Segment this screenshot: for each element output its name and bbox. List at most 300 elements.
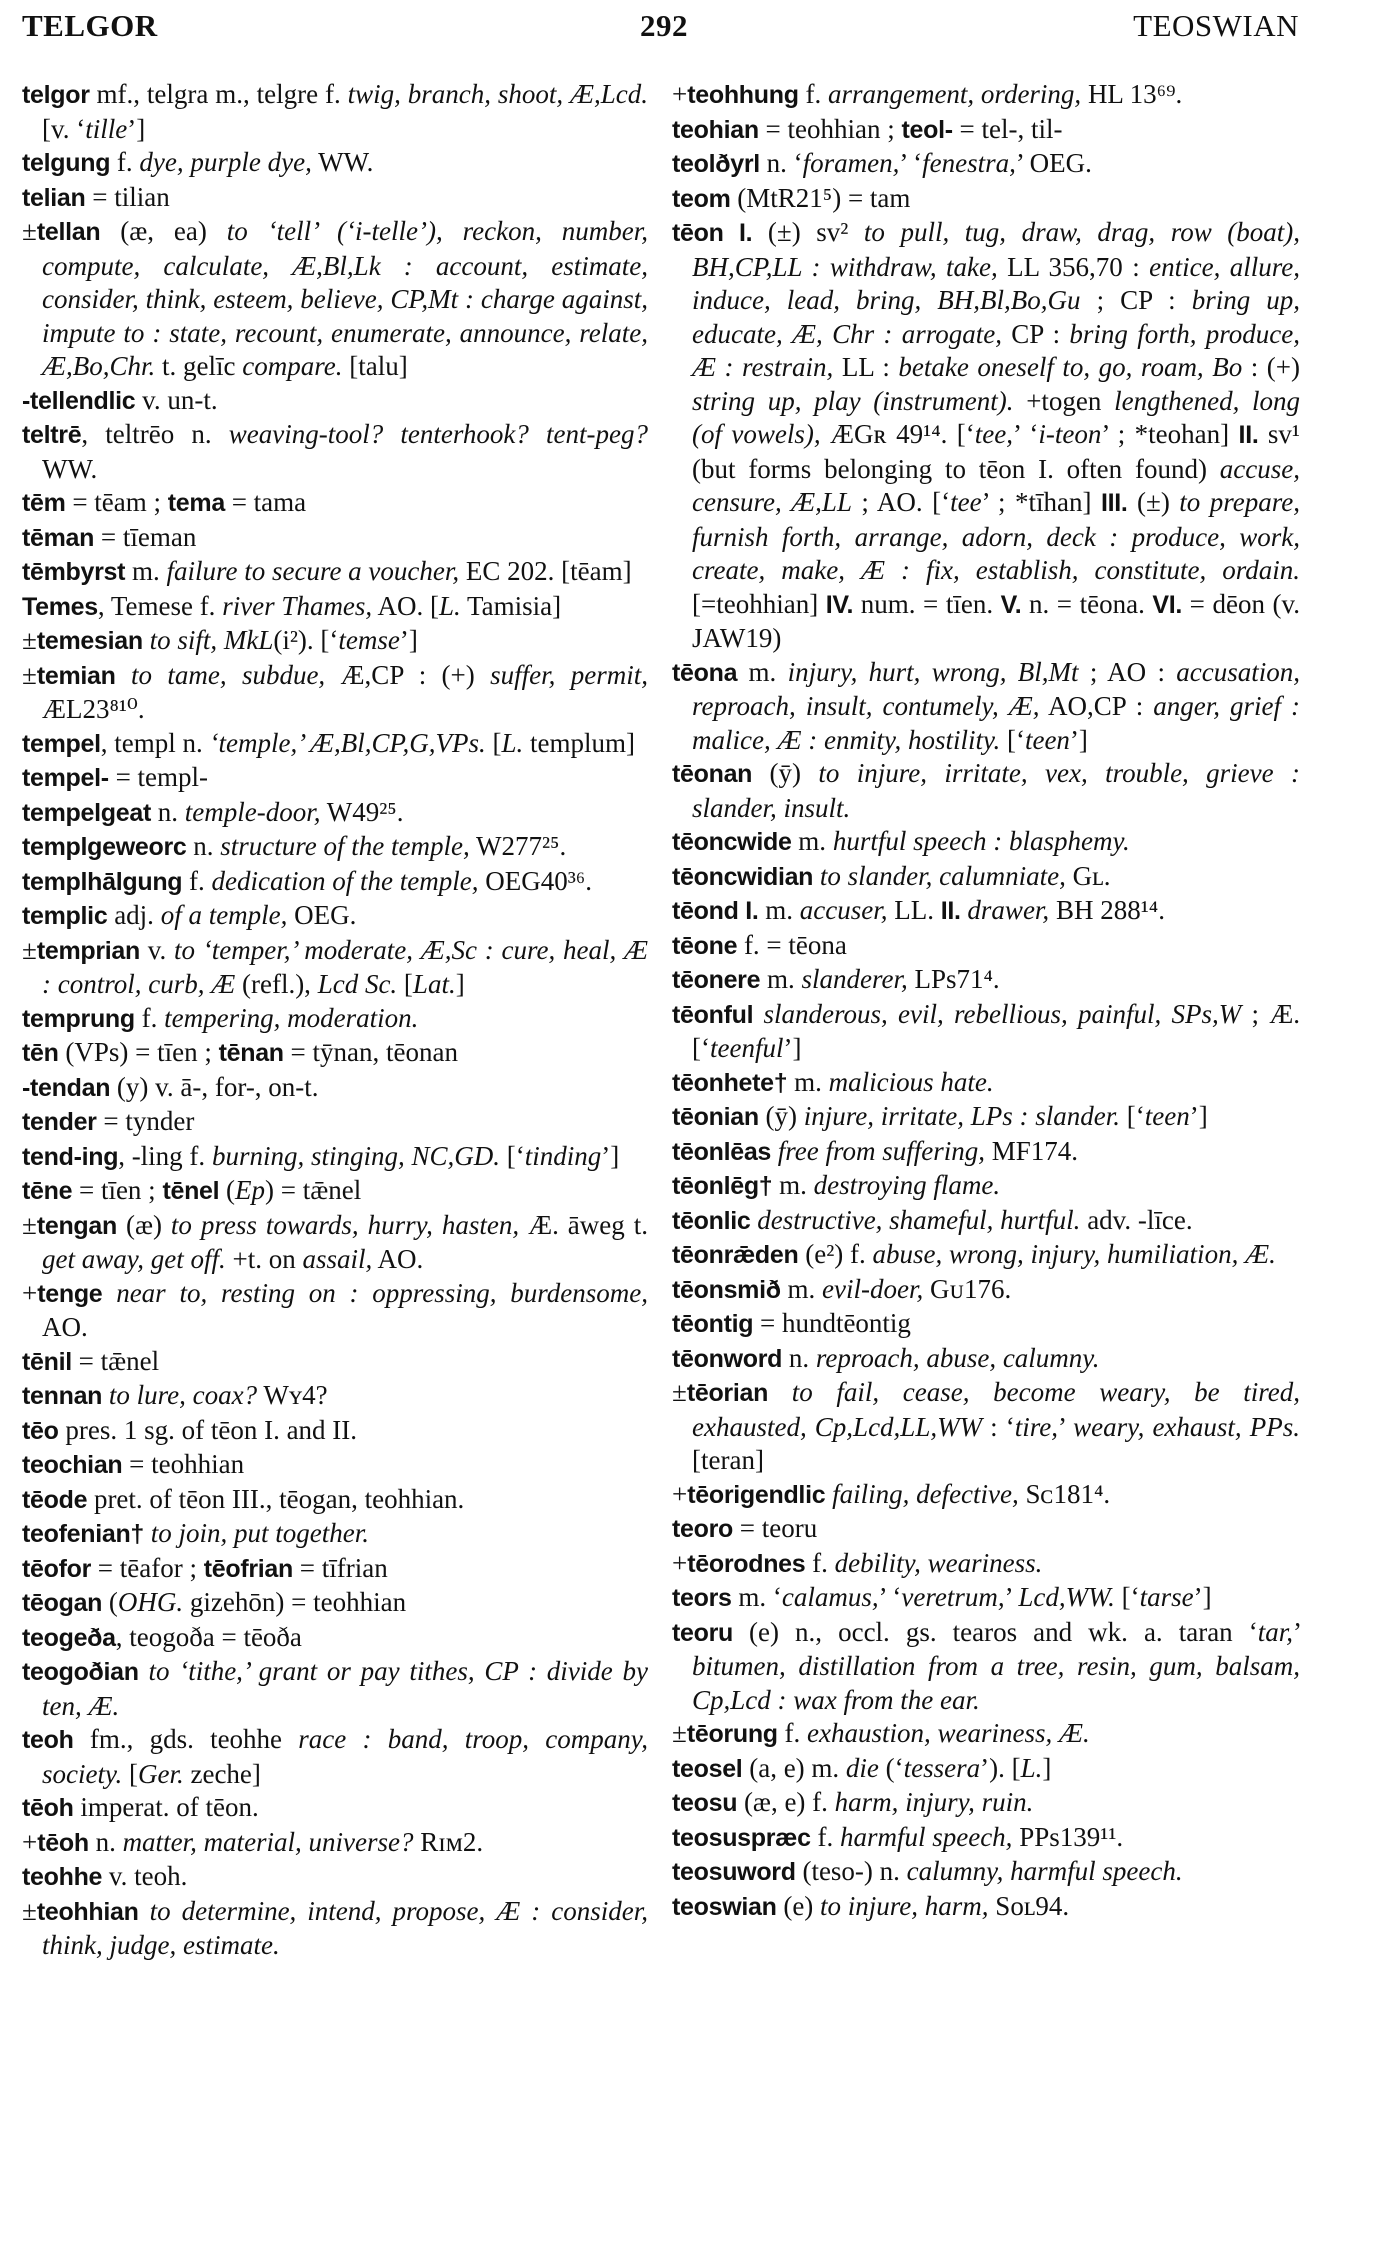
entry-text: OEG40³⁶. [478,865,592,896]
definition-italic: accuser, [799,895,888,925]
headword: tēman [22,523,95,552]
entry-text: [‘ [1120,1101,1145,1131]
headword: teors [672,1584,732,1612]
entry-text: (±) sv² [752,217,864,247]
entry-text: (±) [1127,487,1180,517]
definition-italic: tee [950,487,982,517]
headword: II. [1238,421,1259,449]
dictionary-entry [672,963,1300,998]
dictionary-entry [22,1002,648,1037]
headword: teosu [672,1789,738,1817]
entry-text: HL 13⁶⁹. [1081,79,1183,109]
definition-italic: accusation, reproach, insult, contumely, Æ, [692,656,1300,721]
entry-text: v. un-t. [135,384,218,415]
entry-text: ] [1042,1752,1052,1783]
headword: tēorung [686,1720,778,1748]
dictionary-entry [22,1723,648,1791]
entry-text: f. [134,1002,165,1033]
entry-text: Æ,CP : (+) [325,659,491,690]
definition-italic: to ‘tithe,’ grant or pay tithes, CP : divide by ten, Æ. [42,1656,648,1721]
headword: teohhian [36,1897,139,1926]
entry-text: ’ OEG. [1015,148,1092,178]
headword: teohian [672,115,759,144]
entry-text: [talu] [342,351,408,381]
headword: tēnan [218,1039,284,1067]
definition-italic: slanderous, evil, rebellious, painful, SPs,W [763,998,1242,1029]
dictionary-entry [22,555,648,590]
headword: tēn [22,1039,59,1067]
headword: tēonlic [672,1206,751,1235]
headword: tēonian [672,1103,759,1131]
entry-text: ± [22,216,37,246]
headword: tempelgeat [22,798,151,827]
entry-text: [ [397,969,413,999]
headword: tēone [672,931,738,960]
headword: temprung [22,1004,135,1033]
definition-italic: tar, [1257,1616,1293,1647]
dictionary-entry [22,1379,648,1414]
entry-text: n. [186,831,221,861]
headword: temprian [36,936,141,965]
dictionary-entry [672,894,1300,929]
entry-text: ’ ; *tīhan] [981,487,1101,517]
definition-italic: Lcd Sc. [317,969,398,999]
definition-italic: string up, play (instrument). [692,385,1014,416]
entry-text: +t. on [225,1244,303,1274]
entry-text: Gʟ. [1065,860,1111,891]
headword: tema [167,489,225,517]
headword: teosuword [672,1858,796,1886]
dictionary-entry [22,1860,648,1895]
entry-text: AO. [42,1312,88,1342]
dictionary-entry [22,215,648,384]
definition-italic: tinding [524,1140,602,1171]
headword: tēnil [22,1347,72,1376]
entry-text: t. gelīc [155,351,243,381]
definition-italic: of a temple, [160,900,288,930]
entry-text: (VPs) = tīen ; [58,1037,219,1067]
dictionary-entry [672,1890,1300,1925]
definition-italic: race : band, troop, company, society. [42,1724,648,1789]
dictionary-entry [22,1483,648,1518]
entry-text: ; AO : [1078,656,1177,687]
headword: templic [22,902,108,930]
entry-text: (æ) [116,1209,171,1240]
entry-text: WW. [42,453,98,484]
entry-text: n. = tēona. [1021,588,1153,619]
headword: tēoh [37,1828,89,1857]
entry-text: + [672,1547,688,1578]
entry-text: ± [22,1895,37,1926]
headword: tēofor [22,1554,92,1583]
entry-text: ’ ‘ [899,148,923,178]
headword: tēona [672,658,738,687]
entry-text: ’] [127,113,146,144]
definition-italic: dye, purple dye, [139,147,312,177]
dictionary-entry [22,1791,648,1826]
entry-text: v. teoh. [102,1861,188,1891]
entry-text: [v. ‘ [42,113,86,144]
definition-italic: bitumen, distillation from a tree, resin, gum, balsam, Cp,Lcd : wax from the ear. [692,1651,1300,1715]
entry-text: , templ n. [100,727,210,758]
definition-italic: destructive, shameful, hurtful. [757,1204,1081,1235]
headword: tenge [37,1279,103,1308]
definition-italic: die [845,1752,879,1783]
definition-italic: twig, branch, shoot, Æ,Lcd. [347,79,648,109]
entry-text: ’] [1193,1582,1212,1612]
entry-text: f. [810,1821,840,1852]
entry-text: f. [182,865,212,896]
entry-text: v. [140,934,175,965]
entry-text: : (+) [1242,352,1300,382]
definition-italic: burning, stinging, NC,GD. [211,1140,500,1171]
definition-italic: to ‘tell’ (‘i-telle’), reckon, number, compute, calculate, Æ,Bl,Lk : account, estimate, consider, think, esteem, believe, CP,Mt : charge against, impute to : state, recount, enumerate, announce, relate, Æ,Bo,Chr. [42,216,648,381]
definition-italic: exhaustion, weariness, Æ. [807,1718,1090,1748]
definition-italic: L. [1020,1752,1043,1783]
headword: tellan [36,218,101,246]
entry-text: ; Æ. [‘ [692,998,1300,1063]
entry-text [144,1518,151,1548]
headword: teom [672,184,731,213]
definition-italic: tille [85,113,128,144]
definition-italic: matter, material, universe? [122,1826,414,1857]
entry-text: Sᴏʟ94. [988,1890,1070,1921]
definition-italic: dedication of the temple, [211,865,479,896]
definition-italic: compare. [242,351,343,381]
dictionary-entry [22,418,648,486]
definition-italic: ‘temple,’ Æ,Bl,CP,G,VPs. [209,727,486,758]
entry-text: ÆL23⁸¹⁰. [42,694,145,724]
dictionary-entry [22,1655,648,1723]
entry-text: zeche] [183,1758,261,1789]
definition-italic: to fail, cease, become weary, be tired, exhausted, Cp,Lcd,LL,WW [692,1377,1301,1442]
entry-text: ’ [1293,1616,1300,1647]
entry-text: ( [102,1587,118,1617]
definition-italic: Ep [235,1175,266,1205]
definition-italic: tire, [1014,1411,1059,1442]
dictionary-entry [672,1616,1300,1718]
entry-text: LL. [887,895,941,925]
definition-italic: to tame, subdue, [130,659,326,690]
entry-text: , Temese f. [97,590,223,621]
headword: templhālgung [22,867,183,896]
entry-text: m. [772,1170,814,1200]
entry-text: = teoru [733,1513,818,1543]
dictionary-entry [22,1552,648,1587]
definition-italic: teenful [709,1033,784,1063]
definition-italic: to pull, tug, draw, drag, row (boat), BH,CP,LL : withdraw, take, [692,217,1301,282]
entry-text: ’ ‘ [1013,419,1039,449]
entry-text: f. [805,1547,835,1578]
dictionary-entry [22,899,648,934]
headword: tēond I. [672,897,759,925]
entry-text: ’ ‘ [878,1582,902,1612]
entry-text: Wʏ4? [257,1380,328,1410]
entry-text: ’ ; *teohan] [1101,419,1239,449]
entry-text: templum] [523,727,636,758]
dictionary-entry [22,486,648,521]
right-column [672,78,1300,1924]
dictionary-entry [672,182,1300,217]
entry-text: = tīfrian [293,1552,388,1583]
dictionary-entry [22,1345,648,1380]
headword: tēonrǣden [672,1241,799,1269]
dictionary-entry [22,1277,648,1345]
left-column [22,78,648,1963]
definition-italic: suffer, permit, [490,659,648,690]
entry-text: [ [122,1758,138,1789]
headword: tēonhete† [672,1068,788,1097]
entry-text: BH 288¹⁴. [1049,895,1165,925]
definition-italic: fenestra, [922,148,1016,178]
entry-text: (æ, e) f. [737,1787,835,1817]
definition-italic: failing, defective, [832,1478,1019,1509]
headword: -tendan [22,1073,111,1102]
headword: tend-ing [22,1142,119,1171]
dictionary-entry [672,1100,1300,1135]
entry-text: m. [787,1066,829,1097]
entry-text: = tēam ; [65,487,168,517]
headword: tēofrian [203,1554,293,1583]
entry-text [753,999,763,1029]
dictionary-entry [672,1821,1300,1856]
entry-text [768,1377,792,1407]
definition-italic: malicious hate. [828,1066,994,1097]
headword: teochian [22,1451,123,1479]
entry-text: (y) v. ā-, for-, on-t. [110,1071,319,1102]
definition-italic: injury, hurt, wrong, Bl,Mt [787,656,1079,687]
entry-text: Tamisia] [460,590,562,621]
entry-text: PPs139¹¹. [1012,1821,1124,1852]
headword: teofenian† [22,1520,145,1548]
headword: tempel- [22,764,109,792]
entry-text: [‘ [499,1140,525,1171]
dictionary-entry [22,1174,648,1209]
definition-italic: L. [501,727,524,758]
dictionary-entry [22,659,648,727]
entry-text: = tama [224,487,307,517]
entry-text: [teran] [692,1445,764,1475]
headword: tender [22,1108,97,1136]
entry-text: AO. [ [372,590,439,621]
entry-text: n. [150,796,185,827]
dictionary-entry [22,590,648,625]
definition-italic: drawer, [967,895,1050,925]
dictionary-entry [672,757,1300,825]
entry-text: = tīeman [94,521,197,552]
entry-text: W277²⁵. [469,831,567,861]
entry-text: n. [88,1826,123,1857]
entry-text [813,861,820,891]
definition-italic: Ger. [137,1758,184,1789]
definition-italic: to lure, coax? [108,1380,258,1410]
entry-text: f. [798,79,828,109]
headword: telgor [22,81,90,109]
dictionary-entry [22,1071,648,1106]
dictionary-entry [22,1621,648,1656]
headword: templgeweorc [22,833,187,861]
headword: tēne [22,1177,73,1205]
headword: tēonword [672,1344,783,1373]
headword: V. [1000,590,1022,619]
entry-text: m. [758,895,800,925]
dictionary-entry [22,796,648,831]
entry-text: (æ, ea) [100,216,227,246]
dictionary-entry [22,1448,648,1483]
definition-italic: to injure, irritate, vex, trouble, grieve : slander, insult. [692,758,1300,823]
entry-text: ’] [1069,724,1088,755]
definition-italic: arrangement, ordering, [827,79,1082,109]
entry-text: LL : [833,352,899,382]
headword: teoru [672,1618,734,1647]
dictionary-entry [672,1066,1300,1101]
definition-italic: betake oneself to, go, roam, Bo [898,352,1243,382]
entry-text: (e) [776,1890,821,1921]
dictionary-entry [672,1342,1300,1377]
dictionary-entry [672,998,1300,1066]
headword: tempel [22,729,101,758]
entry-text: ) = tǣnel [265,1175,362,1205]
definition-italic: Lat. [412,969,456,999]
definition-italic: teen [1144,1101,1190,1131]
dictionary-entry [672,1376,1300,1478]
entry-text: = tēafor ; [91,1552,204,1583]
headword: tēoncwide [672,828,792,856]
headword: teol- [901,115,953,144]
dictionary-entry [22,1140,648,1175]
headword: teoh [22,1726,74,1754]
definition-italic: to join, put together. [150,1518,370,1548]
definition-italic: abuse, wrong, injury, humiliation, Æ. [872,1239,1276,1269]
headword: tēogan [22,1589,103,1617]
headword: teogeða [22,1623,116,1652]
definition-italic: river Thames, [222,590,373,621]
entry-text: (a, e) m. [742,1752,846,1783]
entry-text: m. ‘ [731,1582,782,1612]
dictionary-entry [672,1204,1300,1239]
entry-text: + [22,1277,38,1308]
entry-text: ( [219,1175,236,1205]
entry-text: = hundtēontig [753,1308,911,1338]
entry-text: Æ. āweg t. [519,1209,648,1240]
dictionary-entry [672,1307,1300,1342]
headword: tēoncwidian [672,862,814,891]
definition-italic: bring forth, produce, Æ : restrain, [692,318,1301,382]
headword: tēo [22,1416,59,1445]
entry-text: sv¹ (but forms belonging to tēon I. often found) [692,419,1300,484]
definition-italic: evil-doer, [822,1273,924,1304]
definition-italic: harmful speech, [839,1821,1013,1852]
entry-text: + [672,79,688,109]
entry-text: ± [22,625,37,655]
dictionary-entry [22,181,648,216]
entry-text: m. [780,1273,822,1304]
dictionary-entry [22,384,648,419]
entry-text: n. ‘ [759,148,803,178]
entry-text: , -ling f. [118,1140,212,1171]
headword: temian [36,661,116,690]
dictionary-entry [672,147,1300,182]
dictionary-entry [22,1895,648,1963]
dictionary-entry [22,1826,648,1861]
headword: II. [940,897,961,925]
headword: tennan [22,1382,103,1410]
dictionary-entry [22,78,648,146]
entry-text: (i²). [‘ [273,625,339,655]
definition-italic: teen [1024,724,1070,755]
dictionary-entry [22,1586,648,1621]
dictionary-entry [22,624,648,659]
headword: VI. [1152,590,1183,619]
dictionary-entry [672,656,1300,758]
dictionary-entry [672,1752,1300,1787]
entry-text: m. [760,964,802,994]
headword: Temes [22,592,98,621]
definition-italic: OHG. [117,1587,184,1617]
entry-text: [=teohhian] [692,588,826,619]
entry-text: [‘ [1000,724,1025,755]
entry-text: WW. [311,147,374,177]
definition-italic: temple-door, [184,796,321,827]
entry-text: ’ [1004,1582,1019,1612]
entry-text: (MtR21⁵) = tam [730,182,911,213]
entry-text: pret. of tēon III., tēogan, teohhian. [87,1483,465,1514]
definition-italic: structure of the temple, [220,831,470,861]
definition-italic: anger, grief : malice, Æ : enmity, hostility. [692,691,1300,755]
entry-text: = tǣnel [71,1345,160,1376]
entry-text: W49²⁵. [320,796,404,827]
headword: teohhe [22,1863,103,1891]
headword: tēonlēg† [672,1172,773,1200]
definition-italic: failure to secure a voucher, [166,556,460,586]
entry-text: [‘ [1114,1582,1140,1612]
entry-text: + [22,1826,38,1857]
definition-italic: accuse, censure, Æ,LL [692,453,1300,517]
entry-text: = dēon (v. JAW19) [692,588,1301,653]
entry-text: ; CP : [1080,285,1192,315]
entry-text: n. [782,1342,816,1373]
dictionary-entry [672,1135,1300,1170]
entry-text: m. [125,556,167,586]
dictionary-entry [22,830,648,865]
entry-text: MF174. [985,1135,1079,1166]
entry-text: LL 356,70 : [997,251,1150,282]
definition-italic: slanderer, [801,964,908,994]
definition-italic: to slander, calumniate, [819,860,1066,891]
definition-italic: to prepare, furnish forth, arrange, adorn, deck : produce, work, create, make, Æ : fix, establish, constitute, ordain. [692,487,1300,585]
dictionary-entry [22,934,648,1002]
definition-italic: lengthened, long (of vowels), [692,385,1300,449]
entry-text [102,1380,109,1410]
headword: tēmbyrst [22,558,126,586]
definition-italic: weary, exhaust, PPs. [1073,1411,1301,1442]
entry-text: AO,CP : [1039,691,1154,721]
definition-italic: calamus, [781,1582,879,1612]
definition-italic: to press towards, hurry, hasten, [170,1209,520,1240]
entry-text: Gᴜ176. [923,1273,1012,1304]
entry-text: f. = tēona [737,929,847,960]
page-number: 292 [640,8,688,43]
entry-text: LPs71⁴. [907,964,1000,994]
entry-text: , teltrēo n. [81,419,229,449]
entry-text [139,1896,150,1926]
headword: tēonan [672,760,753,788]
entry-text: EC 202. [tēam] [459,556,632,586]
headword: tēonful [672,1000,754,1029]
definition-italic: tempering, moderation. [164,1002,419,1033]
dictionary-entry [22,1209,648,1277]
headword: tēode [22,1485,88,1514]
